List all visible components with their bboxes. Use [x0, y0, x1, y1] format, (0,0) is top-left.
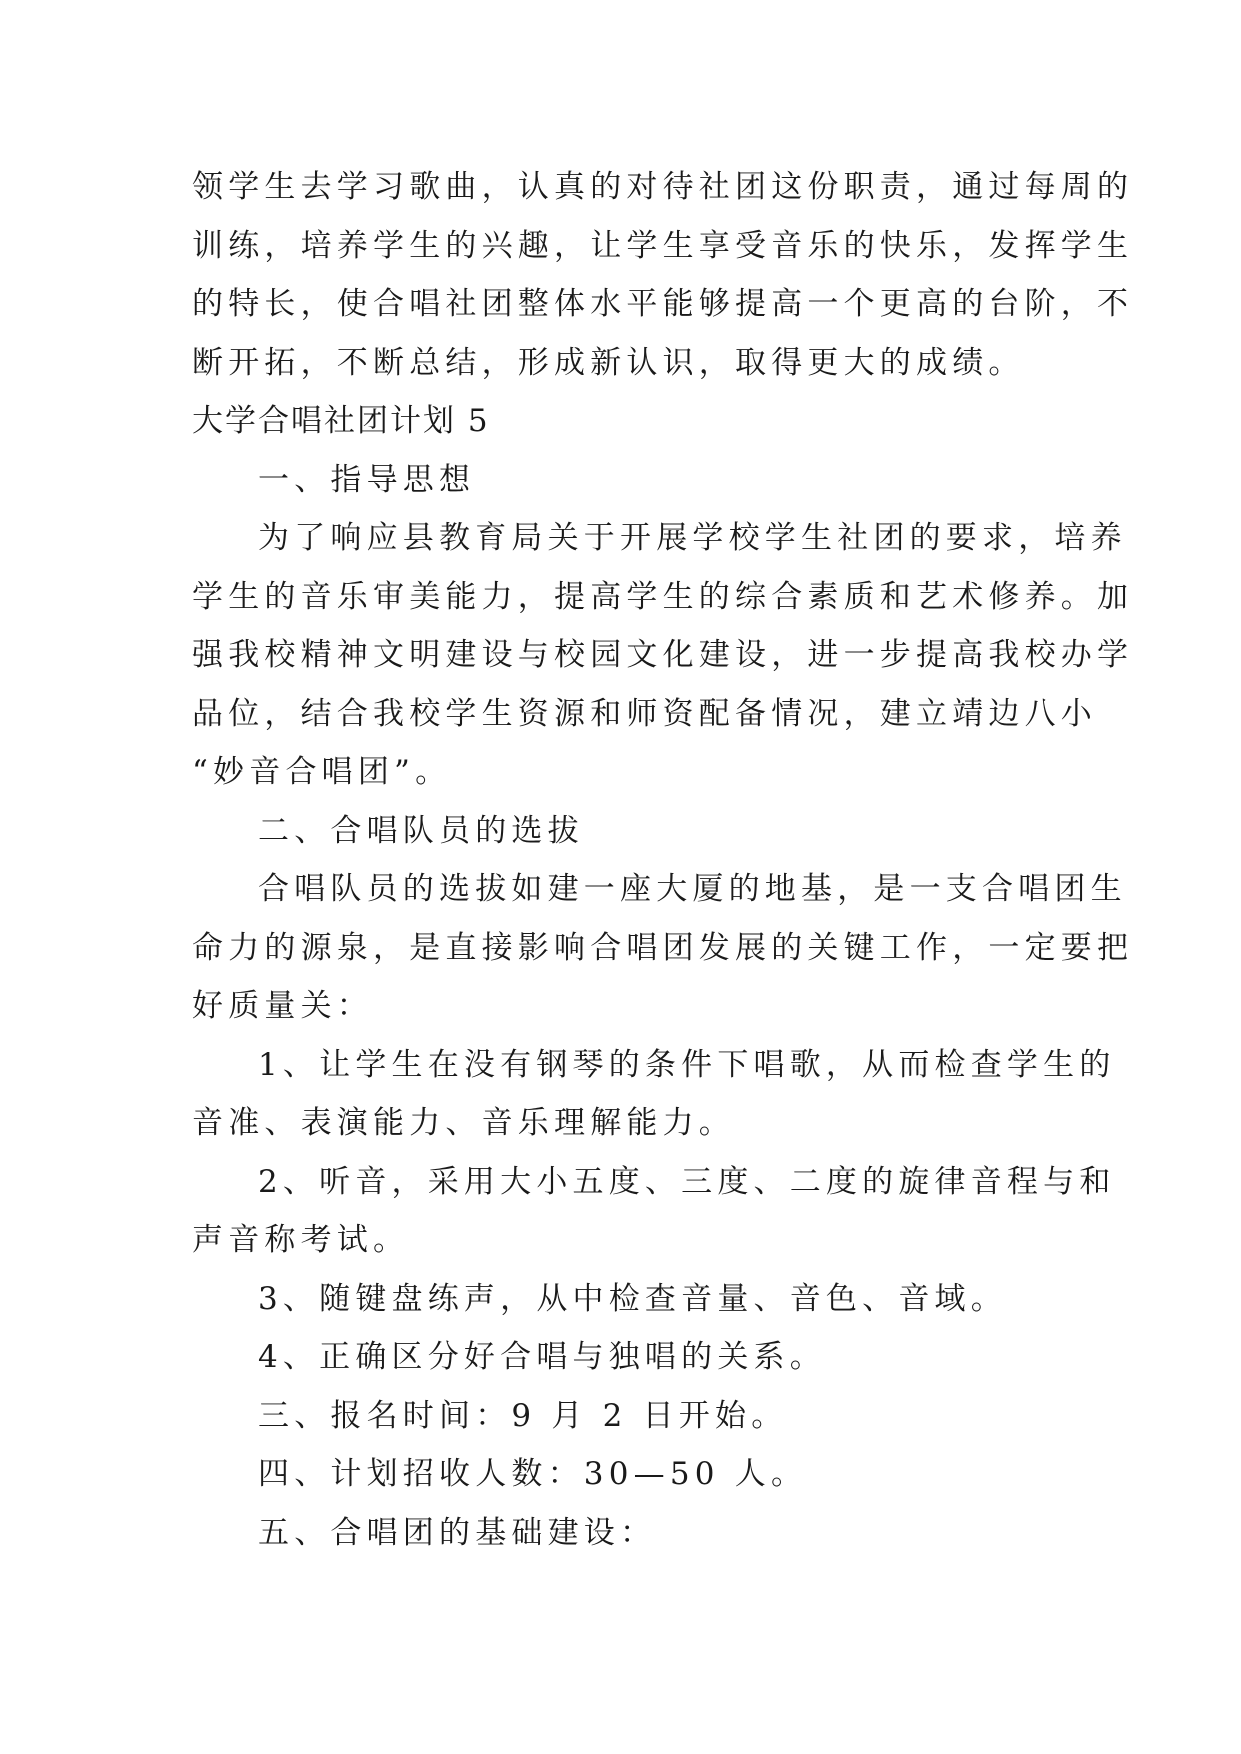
paragraph-line: 训练，培养学生的兴趣，让学生享受音乐的快乐，发挥学生 [192, 227, 1134, 264]
list-item-continuation: 音准、表演能力、音乐理解能力。 [192, 1105, 735, 1141]
heading-member-selection: 二、合唱队员的选拔 [258, 812, 584, 849]
section-title: 大学合唱社团计划 5 [192, 403, 490, 439]
list-item: 2、听音，采用大小五度、三度、二度的旋律音程与和 [258, 1163, 1116, 1200]
heading-enrollment-count: 四、计划招收人数：30—50 人。 [258, 1456, 808, 1492]
paragraph-line: 命力的源泉，是直接影响合唱团发展的关键工作，一定要把 [192, 929, 1134, 966]
heading-registration-time: 三、报名时间：9 月 2 日开始。 [258, 1397, 788, 1434]
paragraph-line: “妙音合唱团”。 [192, 754, 452, 790]
paragraph-line: 品位，结合我校学生资源和师资配备情况，建立靖边八小 [192, 695, 1097, 732]
list-item: 1、让学生在没有钢琴的条件下唱歌，从而检查学生的 [258, 1046, 1116, 1083]
list-item-continuation: 声音称考试。 [192, 1222, 410, 1258]
list-item: 4、正确区分好合唱与独唱的关系。 [258, 1339, 826, 1375]
paragraph-line: 合唱队员的选拔如建一座大厦的地基，是一支合唱团生 [258, 871, 1127, 907]
list-item: 3、随键盘练声，从中检查音量、音色、音域。 [258, 1280, 1007, 1317]
paragraph-line: 的特长，使合唱社团整体水平能够提高一个更高的台阶，不 [192, 286, 1134, 322]
paragraph-line: 好质量关： [192, 988, 373, 1024]
paragraph-line: 领学生去学习歌曲，认真的对待社团这份职责，通过每周的 [192, 169, 1134, 205]
paragraph-line: 学生的音乐审美能力，提高学生的综合素质和艺术修养。加 [192, 578, 1134, 615]
document-body [192, 158, 1134, 1562]
heading-basic-construction: 五、合唱团的基础建设： [258, 1514, 657, 1551]
paragraph-line: 强我校精神文明建设与校园文化建设，进一步提高我校办学 [192, 637, 1134, 673]
paragraph-line: 断开拓，不断总结，形成新认识，取得更大的成绩。 [192, 344, 1025, 381]
heading-guiding-ideology: 一、指导思想 [258, 461, 476, 498]
paragraph-line: 为了响应县教育局关于开展学校学生社团的要求，培养 [258, 520, 1127, 556]
